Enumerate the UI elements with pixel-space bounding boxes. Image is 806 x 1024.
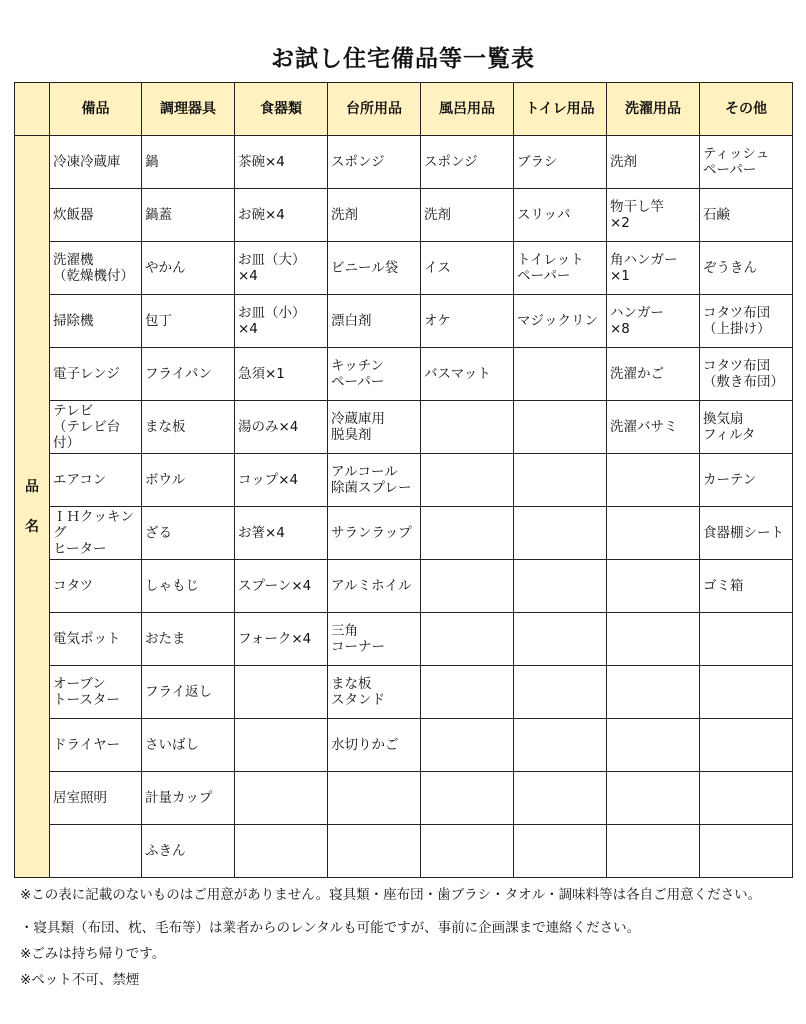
- table-cell: [700, 772, 793, 825]
- table-cell: [235, 772, 328, 825]
- table-cell: 食器棚シート: [700, 507, 793, 560]
- table-cell: コタツ: [50, 560, 142, 613]
- table-cell: さいばし: [142, 719, 235, 772]
- table-cell: [607, 507, 700, 560]
- table-cell: [514, 613, 607, 666]
- table-cell: [514, 666, 607, 719]
- table-cell: バスマット: [421, 348, 514, 401]
- table-cell: 計量カップ: [142, 772, 235, 825]
- table-cell: スポンジ: [421, 136, 514, 189]
- table-row: [15, 507, 793, 560]
- table-cell: [50, 825, 142, 878]
- table-cell: コタツ布団 （敷き布団）: [700, 348, 793, 401]
- header-cookware: 調理器具: [142, 83, 235, 136]
- header-tableware: 食器類: [235, 83, 328, 136]
- note-bedding-rental: ・寝具類（布団、枕、毛布等）は業者からのレンタルも可能ですが、事前に企画課まで連絡ください。: [20, 920, 641, 936]
- table-cell: 包丁: [142, 295, 235, 348]
- table-body: [15, 136, 793, 878]
- table-cell: [328, 772, 421, 825]
- table-cell: ボウル: [142, 454, 235, 507]
- table-cell: オケ: [421, 295, 514, 348]
- table-cell: フォーク×4: [235, 613, 328, 666]
- table-cell: 石鹸: [700, 189, 793, 242]
- table-cell: 急須×1: [235, 348, 328, 401]
- table-cell: ふきん: [142, 825, 235, 878]
- table-cell: まな板: [142, 401, 235, 454]
- table-cell: [514, 772, 607, 825]
- table-row: [15, 348, 793, 401]
- table-cell: 洗濯機 （乾燥機付）: [50, 242, 142, 295]
- table-cell: 換気扇 フィルタ: [700, 401, 793, 454]
- table-cell: 電気ポット: [50, 613, 142, 666]
- table-cell: [421, 454, 514, 507]
- table-cell: トイレット ペーパー: [514, 242, 607, 295]
- table-cell: 洗濯バサミ: [607, 401, 700, 454]
- table-cell: テレビ （テレビ台 付）: [50, 401, 142, 454]
- table-cell: [514, 401, 607, 454]
- table-cell: ビニール袋: [328, 242, 421, 295]
- table-cell: ブラシ: [514, 136, 607, 189]
- table-cell: [421, 560, 514, 613]
- table-cell: 三角 コーナー: [328, 613, 421, 666]
- table-cell: [607, 560, 700, 613]
- table-cell: [607, 772, 700, 825]
- table-cell: ＩＨクッキン グ ヒーター: [50, 507, 142, 560]
- table-cell: フライパン: [142, 348, 235, 401]
- table-cell: [421, 666, 514, 719]
- table-cell: イス: [421, 242, 514, 295]
- table-cell: スプーン×4: [235, 560, 328, 613]
- table-cell: 洗剤: [607, 136, 700, 189]
- header-row: [15, 83, 793, 136]
- table-cell: [235, 825, 328, 878]
- table-cell: お皿（小）×4: [235, 295, 328, 348]
- table-cell: ドライヤー: [50, 719, 142, 772]
- table-cell: やかん: [142, 242, 235, 295]
- table-cell: お箸×4: [235, 507, 328, 560]
- table-cell: 角ハンガー ×1: [607, 242, 700, 295]
- table-cell: コップ×4: [235, 454, 328, 507]
- note-no-pets-smoking: ※ペット不可、禁煙: [20, 972, 140, 988]
- table-cell: ティッシュ ペーパー: [700, 136, 793, 189]
- table-cell: エアコン: [50, 454, 142, 507]
- header-other: その他: [700, 83, 793, 136]
- side-label: 品名: [25, 478, 39, 535]
- table-cell: マジックリン: [514, 295, 607, 348]
- table-cell: 冷凍冷蔵庫: [50, 136, 142, 189]
- table-cell: 鍋: [142, 136, 235, 189]
- table-cell: [514, 825, 607, 878]
- table-cell: アルコール 除菌スプレー: [328, 454, 421, 507]
- table-cell: 洗剤: [421, 189, 514, 242]
- table-cell: ハンガー ×8: [607, 295, 700, 348]
- table-cell: [514, 348, 607, 401]
- table-row: [15, 242, 793, 295]
- table-cell: 居室照明: [50, 772, 142, 825]
- table-cell: [514, 719, 607, 772]
- table-cell: [514, 560, 607, 613]
- table-cell: 洗濯かご: [607, 348, 700, 401]
- table-cell: [235, 719, 328, 772]
- table-cell: スリッパ: [514, 189, 607, 242]
- table-cell: [328, 825, 421, 878]
- table-cell: [607, 666, 700, 719]
- table-row: [15, 719, 793, 772]
- table-cell: 洗剤: [328, 189, 421, 242]
- table-cell: フライ返し: [142, 666, 235, 719]
- table-cell: オーブン トースター: [50, 666, 142, 719]
- table-cell: お碗×4: [235, 189, 328, 242]
- notes-section: [20, 886, 790, 990]
- table-cell: しゃもじ: [142, 560, 235, 613]
- table-cell: [421, 772, 514, 825]
- table-cell: [700, 666, 793, 719]
- table-cell: 茶碗×4: [235, 136, 328, 189]
- table-cell: おたま: [142, 613, 235, 666]
- table-row: [15, 666, 793, 719]
- table-cell: [700, 825, 793, 878]
- table-cell: [700, 719, 793, 772]
- header-equipment: 備品: [50, 83, 142, 136]
- corner-cell: [15, 83, 50, 136]
- table-cell: ざる: [142, 507, 235, 560]
- header-laundry: 洗濯用品: [607, 83, 700, 136]
- table-cell: [421, 401, 514, 454]
- table-cell: 電子レンジ: [50, 348, 142, 401]
- table-row: [15, 295, 793, 348]
- page-title: お試し住宅備品等一覧表: [271, 46, 535, 72]
- table-cell: ゴミ箱: [700, 560, 793, 613]
- header-bath: 風呂用品: [421, 83, 514, 136]
- table-cell: [421, 613, 514, 666]
- table-cell: [421, 825, 514, 878]
- table-row: [15, 401, 793, 454]
- table-cell: まな板 スタンド: [328, 666, 421, 719]
- table-cell: 冷蔵庫用 脱臭剤: [328, 401, 421, 454]
- table-row: [15, 825, 793, 878]
- table-cell: 漂白剤: [328, 295, 421, 348]
- table-cell: コタツ布団 （上掛け）: [700, 295, 793, 348]
- table-cell: [235, 666, 328, 719]
- note-garbage: ※ごみは持ち帰りです。: [20, 946, 166, 962]
- header-kitchen: 台所用品: [328, 83, 421, 136]
- table-cell: [607, 825, 700, 878]
- table-cell: アルミホイル: [328, 560, 421, 613]
- table-cell: 鍋蓋: [142, 189, 235, 242]
- table-cell: [607, 454, 700, 507]
- table-cell: お皿（大）×4: [235, 242, 328, 295]
- table-cell: [421, 719, 514, 772]
- table-row: [15, 454, 793, 507]
- table-cell: キッチン ペーパー: [328, 348, 421, 401]
- table-row: [15, 772, 793, 825]
- table-cell: スポンジ: [328, 136, 421, 189]
- table-cell: [514, 507, 607, 560]
- table-row: [15, 613, 793, 666]
- table-cell: 湯のみ×4: [235, 401, 328, 454]
- table-cell: カーテン: [700, 454, 793, 507]
- table-cell: [700, 613, 793, 666]
- inventory-table: [14, 82, 793, 878]
- table-row: [15, 560, 793, 613]
- table-cell: [607, 719, 700, 772]
- table-cell: 炊飯器: [50, 189, 142, 242]
- table-cell: 水切りかご: [328, 719, 421, 772]
- side-label-cell: [15, 136, 50, 878]
- table-row: [15, 189, 793, 242]
- table-cell: [514, 454, 607, 507]
- note-not-provided: ※この表に記載のないものはご用意がありません。寝具類・座布団・歯ブラシ・タオル・調味料等は各自ご用意ください。: [20, 887, 762, 903]
- table-cell: 掃除機: [50, 295, 142, 348]
- table-cell: [421, 507, 514, 560]
- table-cell: サランラップ: [328, 507, 421, 560]
- table-row: [15, 136, 793, 189]
- table-cell: ぞうきん: [700, 242, 793, 295]
- header-toilet: トイレ用品: [514, 83, 607, 136]
- table-cell: [607, 613, 700, 666]
- table-cell: 物干し竿 ×2: [607, 189, 700, 242]
